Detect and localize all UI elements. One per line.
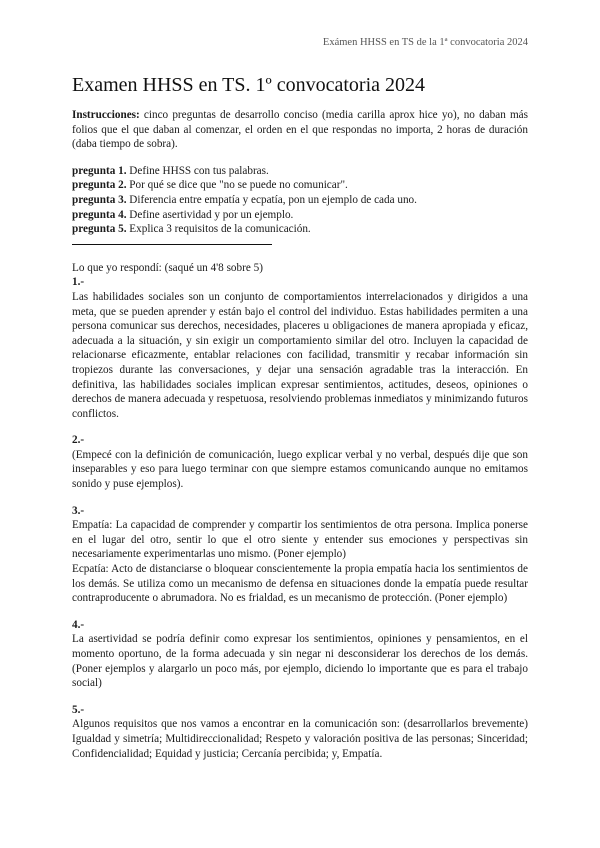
answer-number: 1.- (72, 276, 85, 289)
instructions-label: Instrucciones: (72, 109, 140, 121)
answer-number: 4.- (72, 618, 85, 631)
answer-paragraph: Algunos requisitos que nos vamos a encontrar en la comunicación son: (desarrollarlos brevemente) Igualdad y simetría; Multidireccionalidad; Respeto y valoración positiva de las personas; Sinceridad; Confidencialidad; Equidad y justicia; Cercanía percibida; y, Empatía. (72, 718, 528, 760)
instructions-text: cinco preguntas de desarrollo conciso (media carilla aprox hice yo), no daban más folios que el que daban al comenzar, el orden en el que respondas no importa, 2 horas de duración (daba tiempo de sobra). (72, 109, 528, 151)
answer-number: 2.- (72, 434, 85, 447)
question-item (72, 208, 528, 223)
question-label: pregunta 4. (72, 208, 127, 221)
answer-paragraph: Empatía: La capacidad de comprender y compartir los sentimientos de otra persona. Implica ponerse en el lugar del otro, sentir lo que el otro siente y entender sus emociones y perspectivas sin necesariamente experimentarlas uno mismo. (Poner ejemplo) (72, 519, 528, 561)
answer-1 (72, 275, 528, 421)
question-item (72, 222, 528, 237)
question-text: Explica 3 requisitos de la comunicación. (126, 223, 311, 236)
question-label: pregunta 3. (72, 193, 127, 206)
answer-number: 5.- (72, 703, 85, 716)
answer-3 (72, 504, 528, 606)
answer-paragraph: Las habilidades sociales son un conjunto de comportamientos interrelacionados y dirigidos a una meta, que se pueden aprender y están bajo el control del individuo. Estas habilidades permiten a una persona comunicar sus derechos, necesidades, placeres u obligaciones de manera apropiada y eficaz, adecuada a la situación, y sin exigir un comportamiento similar del otro. Incluyen la capacidad de relacionarse eficazmente, entablar relaciones con facilidad, transmitir y recabar información sin tropiezos durante las conversaciones, y dejar una sensación agradable tras la interacción. En definitiva, las habilidades sociales implican expresar sentimientos, actitudes, deseos, opiniones o derechos de manera adecuada y respetuosa, resolviendo problemas inmediatos y minimizando futuros conflictos. (72, 290, 528, 420)
question-label: pregunta 5. (72, 223, 127, 236)
question-text: Por qué se dice que "no se puede no comunicar". (126, 179, 348, 192)
question-list (72, 164, 528, 237)
question-item (72, 164, 528, 179)
answers-intro: Lo que yo respondí: (saqué un 4'8 sobre 5) (72, 261, 263, 274)
question-item (72, 193, 528, 208)
question-label: pregunta 1. (72, 164, 127, 177)
question-label: pregunta 2. (72, 179, 127, 192)
section-divider (72, 244, 272, 245)
document-title: Examen HHSS en TS. 1º convocatoria 2024 (72, 74, 425, 96)
running-header: Exámen HHSS en TS de la 1ª convocatoria 2024 (322, 37, 528, 48)
answer-2 (72, 433, 528, 491)
answer-5 (72, 703, 528, 761)
answer-paragraph: Ecpatía: Acto de distanciarse o bloquear conscientemente la propia empatía hacia los sentimientos de los demás. Se utiliza como un mecanismo de defensa en situaciones donde la empatía puede resultar contraproducente o abrumadora. No es frialdad, es un mecanismo de protección. (Poner ejemplo) (72, 563, 528, 605)
question-text: Diferencia entre empatía y ecpatía, pon un ejemplo de cada uno. (126, 193, 417, 206)
question-text: Define HHSS con tus palabras. (126, 164, 269, 177)
question-item (72, 178, 528, 193)
answer-paragraph: (Empecé con la definición de comunicación, luego explicar verbal y no verbal, después dije que son inseparables y eso para luego terminar con que siempre estamos comunicando aunque no emitamos sonido y puse ejemplos). (72, 448, 528, 491)
document-body (72, 108, 528, 773)
answer-paragraph: La asertividad se podría definir como expresar los sentimientos, opiniones y pensamientos, en el momento oportuno, de la forma adecuada y sin negar ni desconsiderar los derechos de los demás. (Poner ejemplos y alargarlo un poco más, por ejemplo, diciendo lo importante que es para el trabajo social) (72, 633, 528, 690)
question-text: Define asertividad y por un ejemplo. (126, 208, 294, 221)
answer-number: 3.- (72, 504, 85, 517)
answer-4 (72, 618, 528, 691)
instructions (72, 108, 528, 152)
